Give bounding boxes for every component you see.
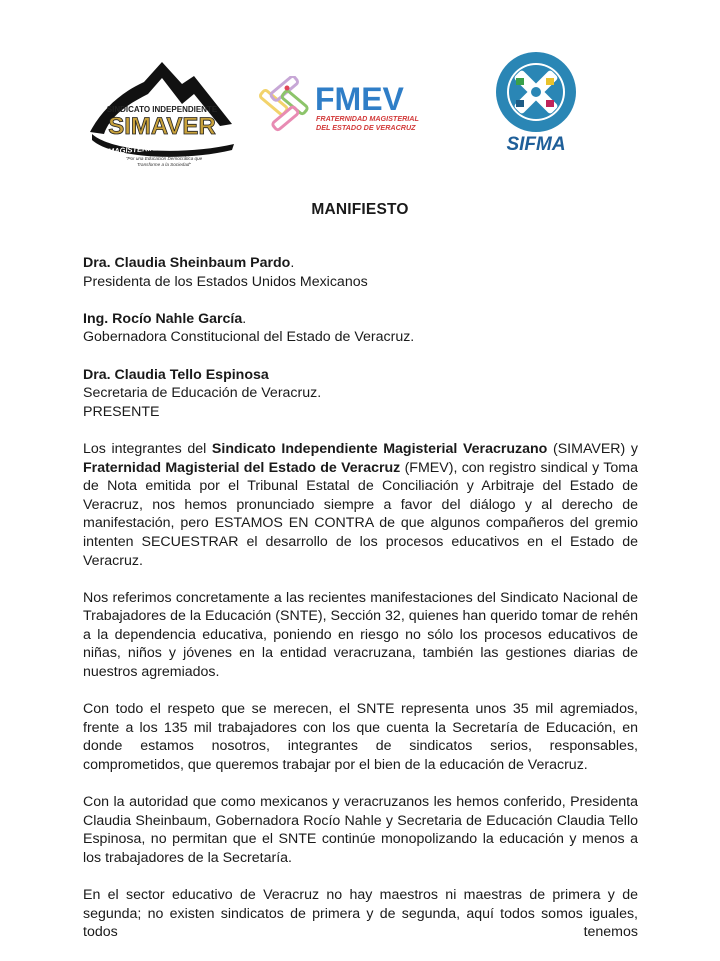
addressee-president: Dra. Claudia Sheinbaum Pardo. Presidenta de los Estados Unidos Mexicanos [83,254,638,291]
paragraph-4: Con la autoridad que como mexicanos y veracruzanos les hemos conferido, Presidenta Claudia Sheinbaum, Gobernadora Rocío Nahle y Secretaria de Educación Claudia Tello Espinosa, no permitan que el SNTE continúe monopolizando la educación y menos a los trabajadores de la Secretaría. [83,794,638,866]
simaver-logo [82,54,242,169]
simaver-slogan-2: Transforme a la Sociedad" [137,162,191,167]
sifma-main-text: SIFMA [506,134,566,155]
fmev-sub-line2: DEL ESTADO DE VERACRUZ [316,123,416,132]
simaver-top-text: SINDICATO INDEPENDIENTE [106,105,218,114]
paragraph-1: Los integrantes del Sindicato Independiente Magisterial Veracruzano (SIMAVER) y Fraternidad Magisterial del Estado de Veracruz (FMEV), con registro sindical y Toma de Nota emitida por el Tribunal Estatal de Conciliación y Arbitraje del Estado de Veracruz, nos hemos pronunciado siempre a favor del diálogo y al derecho de manifestación, pero ESTAMOS EN CONTRA de que algunos compañeros del gremio intenten SECUESTRAR el desarrollo de los procesos educativos en el Estado de Veracruz. [83,440,638,569]
addressee-name: Dra. Claudia Tello Espinosa [83,366,269,383]
addressee-name: Ing. Rocío Nahle García [83,310,243,327]
addressee-role: Presidenta de los Estados Unidos Mexicanos [83,273,368,290]
paragraph-3: Con todo el respeto que se merecen, el SNTE representa unos 35 mil agremiados, frente a los 135 mil trabajadores con los que cuenta la Secretaría de Educación, en donde estamos nosotros, integrantes de sindicatos serios, responsables, comprometidos, que queremos trabajar por el bien de la educación de Veracruz. [83,701,638,774]
simaver-bottom-text: MAGISTERIAL VERACRUZANO [107,139,220,156]
simaver-slogan-1: "Por una Educación Democrática que [125,156,203,161]
header-logos [0,40,720,170]
fmev-sub-line1: FRATERNIDAD MAGISTERIAL [316,114,419,123]
simaver-main-text: SIMAVER [108,113,216,140]
sifma-logo [486,50,586,160]
addressee-name: Dra. Claudia Sheinbaum Pardo [83,255,291,271]
document-body [83,254,638,961]
books-icon [259,76,308,131]
addressee-secretary [83,366,638,422]
fmev-logo [255,76,435,136]
paragraph-2: Nos referimos concretamente a las recientes manifestaciones del Sindicato Nacional de Trabajadores de la Educación (SNTE), Sección 32, quienes han querido tomar de rehén a la dependencia educativa, poniendo en riesgo no sólo los procesos educativos de niñas, niños y jóvenes en la entidad veracruzana, también las gestiones diarias de nuestros agremiados. [83,589,638,681]
addressee-role: Gobernadora Constitucional del Estado de Veracruz. [83,329,415,346]
hands-emblem-icon [496,52,576,132]
addressee-governor: Ing. Rocío Nahle García. Gobernadora Constitucional del Estado de Veracruz. [83,310,638,347]
presente-label: PRESENTE [83,403,160,420]
fmev-main-text: FMEV [315,81,404,117]
paragraph-5: En el sector educativo de Veracruz no hay maestros ni maestras de primera y de segunda; no existen sindicatos de primera y de segunda, aquí todos somos iguales, todos tenemos [83,887,638,941]
document-title: MANIFIESTO [311,201,409,218]
addressee-role: Secretaria de Educación de Veracruz. [83,385,322,402]
